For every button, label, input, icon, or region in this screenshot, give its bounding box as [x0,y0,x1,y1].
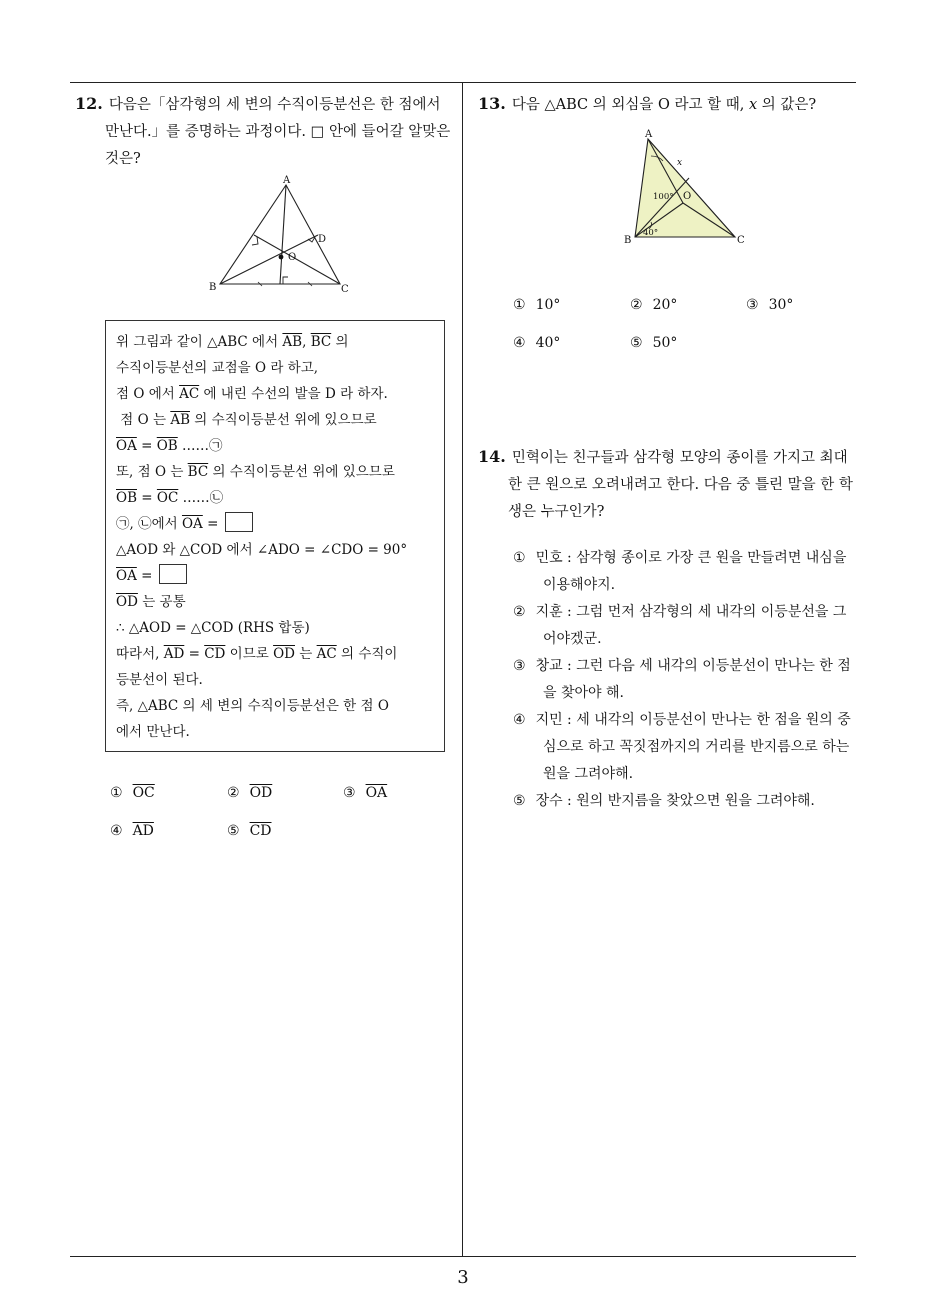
question-12-text: 다음은「삼각형의 세 변의 수직이등분선은 한 점에서 만난다.」를 증명하는 과정이다. □ 안에 들어갈 알맞은 것은? [105,97,451,167]
question-12-figure [200,172,360,297]
q12-choice-5[interactable]: ⑤ $\overline{CD}$ [227,823,272,839]
q13-choice-4[interactable]: ④ 40° [513,335,561,351]
question-14 [478,443,860,526]
question-14-options [513,545,853,815]
question-13-number: 13. [478,94,506,113]
q14-option-2[interactable]: ② 지훈 : 그럼 먼저 삼각형의 세 내각의 이등분선을 그어야겠군. [513,604,847,647]
figure12-label-o: O [288,252,297,263]
question-13-choices [513,297,853,357]
proof-line-10: $\overline{OA}$ = [116,563,434,589]
q14-option-3[interactable]: ③ 창교 : 그런 다음 세 내각의 이등분선이 만나는 한 점을 찾아야 해. [513,658,851,701]
figure12-label-d: D [318,234,327,245]
q12-choice-1[interactable]: ① $\overline{OC}$ [110,785,155,801]
proof-line-11: $\overline{OD}$ 는 공통 [116,594,186,610]
q13-choice-5[interactable]: ⑤ 50° [630,335,678,351]
bottom-rule [70,1256,856,1257]
q13-choice-3[interactable]: ③ 30° [746,297,794,313]
question-13-prompt [478,90,858,119]
proof-line-9: △AOD 와 △COD 에서 ∠ADO = ∠CDO = 90° [116,542,408,558]
q13-choice-1[interactable]: ① 10° [513,297,561,313]
answer-blank-1 [225,512,253,532]
page-number: 3 [457,1267,469,1288]
figure13-label-a: A [645,129,653,140]
answer-blank-2 [159,564,187,584]
proof-line-13: 따라서, $\overline{AD} = \overline{CD}$ 이므로 $\overline{OD}$ 는 $\overline{AC}$ 의 수직이 [116,646,398,662]
proof-line-2: 수직이등분선의 교점을 O 라 하고, [116,360,319,376]
proof-line-14: 등분선이 된다. [116,672,203,688]
q14-option-4[interactable]: ④ 지민 : 세 내각의 이등분선이 만나는 한 점을 원의 중심으로 하고 꼭짓점까지의 거리를 반지름으로 하는 원을 그려야해. [513,712,851,782]
question-12-number: 12. [75,94,103,113]
top-rule [70,82,856,83]
proof-line-3: 점 O 에서 $\overline{AC}$ 에 내린 수선의 발을 D 라 하자. [116,386,388,402]
proof-line-7: $\overline{OB} = \overline{OC}$ ……㉡ [116,490,224,506]
question-12 [75,90,455,173]
figure13-label-c: C [737,235,745,246]
proof-box [105,320,445,752]
proof-line-8: ㉠, ㉡에서 $\overline{OA}$ = [116,511,434,537]
proof-line-16: 에서 만난다. [116,724,190,740]
proof-line-6: 또, 점 O 는 $\overline{BC}$ 의 수직이등분선 위에 있으므로 [116,464,395,480]
q13-choice-2[interactable]: ② 20° [630,297,678,313]
figure13-label-o: O [683,191,692,202]
figure12-label-a: A [283,175,291,186]
question-13-figure [615,125,760,250]
figure12-label-b: B [209,282,217,293]
figure13-angle-100: 100° [653,192,674,202]
figure13-label-b: B [624,235,632,246]
figure13-angle-40: 40° [643,228,659,238]
question-12-choices [110,785,450,845]
q14-option-5[interactable]: ⑤ 장수 : 원의 반지름을 찾았으면 원을 그려야해. [513,793,815,809]
proof-line-4: 점 O 는 $\overline{AB}$ 의 수직이등분선 위에 있으므로 [116,412,377,428]
question-14-number: 14. [478,447,506,466]
proof-line-5: $\overline{OA} = \overline{OB}$ ……㉠ [116,438,223,454]
proof-line-15: 즉, △ABC 의 세 변의 수직이등분선은 한 점 O [116,698,389,714]
column-divider [462,82,463,1257]
question-13 [478,90,858,119]
proof-line-1: 위 그림과 같이 △ABC 에서 $\overline{AB}$, $\overline{BC}$ 의 [116,334,349,350]
q12-choice-4[interactable]: ④ $\overline{AD}$ [110,823,154,839]
figure12-label-c: C [341,284,349,295]
q12-choice-3[interactable]: ③ $\overline{OA}$ [343,785,388,801]
figure13-label-x: x [677,158,683,168]
question-14-prompt [478,443,860,526]
question-13-text: 다음 △ABC 의 외심을 O 라고 할 때, x 의 값은? [511,97,817,113]
q12-choice-2[interactable]: ② $\overline{OD}$ [227,785,273,801]
question-12-prompt [75,90,455,173]
proof-line-12: ∴ △AOD = △COD (RHS 합동) [116,620,310,636]
q14-option-1[interactable]: ① 민호 : 삼각형 종이로 가장 큰 원을 만들려면 내심을 이용해야지. [513,550,847,593]
question-14-text: 민혁이는 친구들과 삼각형 모양의 종이를 가지고 최대한 큰 원으로 오려내려고 한다. 다음 중 틀린 말을 한 학생은 누구인가? [508,450,853,520]
